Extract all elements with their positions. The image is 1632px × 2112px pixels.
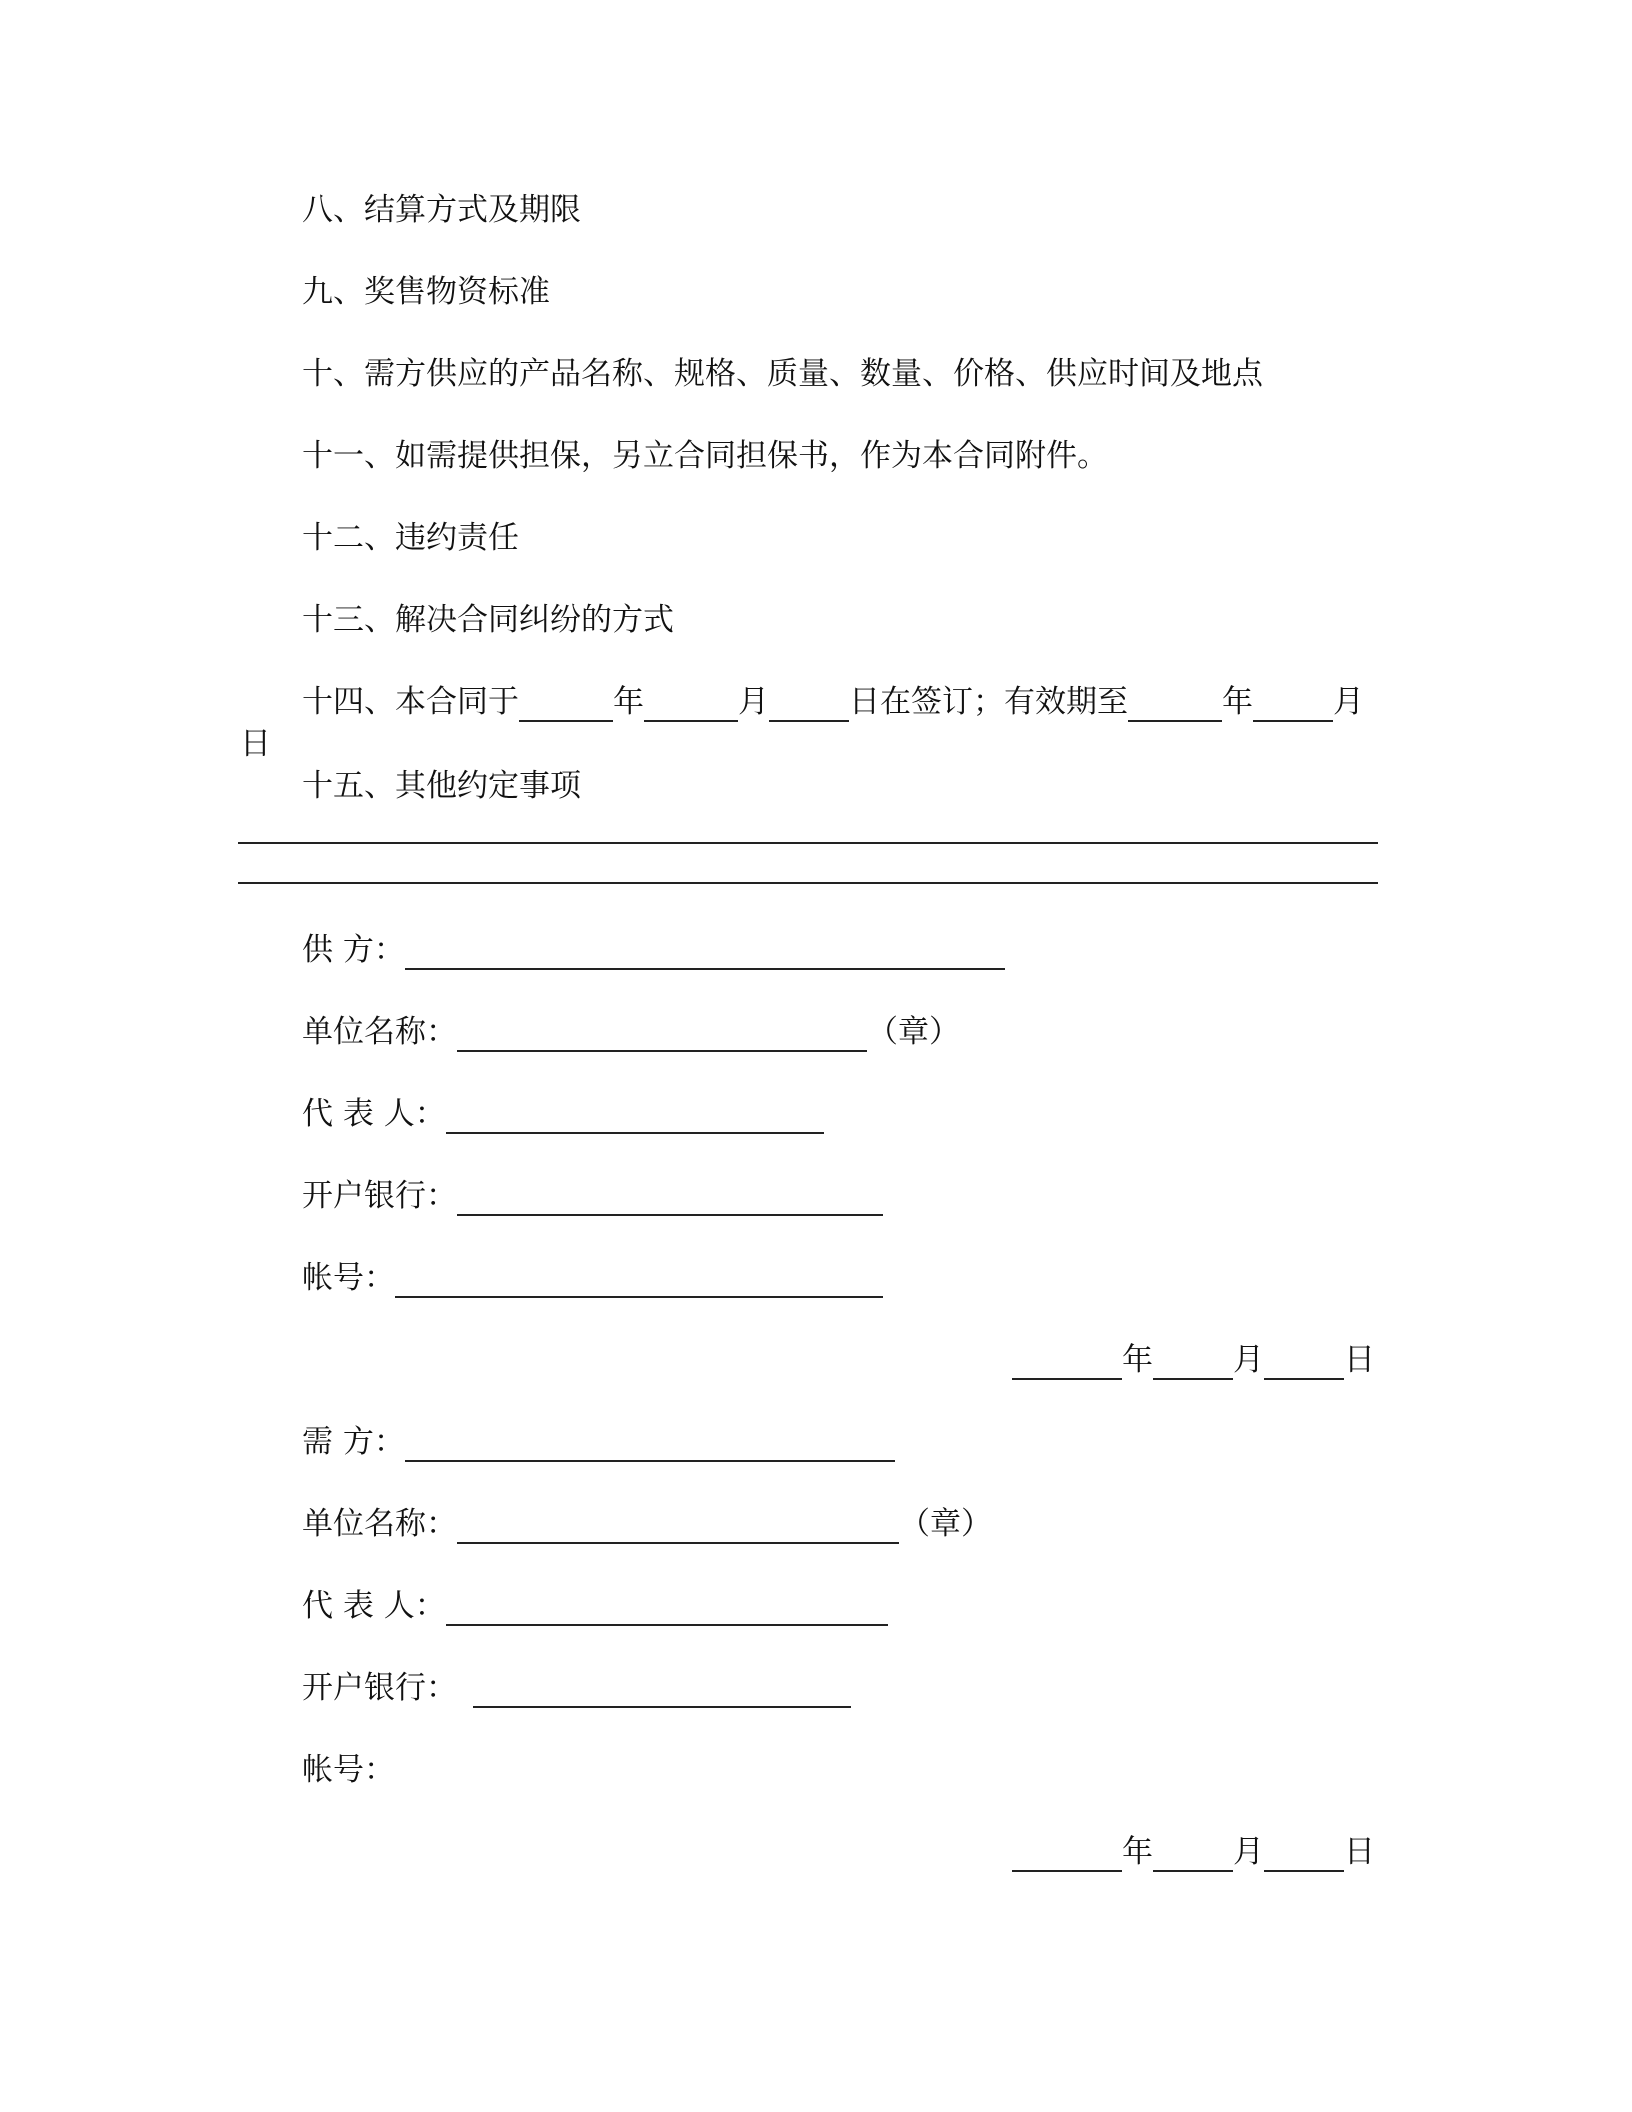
other-terms-line-2[interactable] xyxy=(238,882,1378,884)
buyer-date-row xyxy=(1012,1832,1375,1872)
supplier-date-year-blank[interactable] xyxy=(1012,1344,1122,1380)
valid-year-blank[interactable] xyxy=(1128,686,1222,722)
clause-13: 十三、解决合同纠纷的方式 xyxy=(302,602,674,638)
clause-9: 九、奖售物资标准 xyxy=(302,274,550,310)
buyer-date-year-blank[interactable] xyxy=(1012,1836,1122,1872)
supplier-party-label: 供 方： xyxy=(302,932,405,968)
clause-12: 十二、违约责任 xyxy=(302,520,519,556)
supplier-date-day: 日 xyxy=(1344,1342,1375,1378)
buyer-unit-blank[interactable] xyxy=(457,1508,899,1544)
supplier-party-row xyxy=(302,930,1005,970)
supplier-date-year: 年 xyxy=(1122,1342,1153,1378)
supplier-party-blank[interactable] xyxy=(405,934,1005,970)
clause-14-day: 日 xyxy=(240,726,271,762)
buyer-party-blank[interactable] xyxy=(405,1426,895,1462)
sign-day-text: 日在签订；有效期至 xyxy=(849,684,1128,720)
supplier-bank-label: 开户银行： xyxy=(302,1178,457,1214)
supplier-account-row xyxy=(302,1258,883,1298)
clause-8: 八、结算方式及期限 xyxy=(302,192,581,228)
sign-day-blank[interactable] xyxy=(769,686,849,722)
clause-10: 十、需方供应的产品名称、规格、质量、数量、价格、供应时间及地点 xyxy=(302,356,1263,392)
valid-year-label: 年 xyxy=(1222,684,1253,720)
supplier-date-row xyxy=(1012,1340,1375,1380)
other-terms-line-1[interactable] xyxy=(238,842,1378,844)
sign-month-blank[interactable] xyxy=(644,686,738,722)
buyer-party-label: 需 方： xyxy=(302,1424,405,1460)
clause-11: 十一、如需提供担保，另立合同担保书，作为本合同附件。 xyxy=(302,438,1108,474)
buyer-party-row xyxy=(302,1422,895,1462)
buyer-bank-blank[interactable] xyxy=(473,1672,851,1708)
buyer-date-month-blank[interactable] xyxy=(1153,1836,1233,1872)
supplier-bank-row xyxy=(302,1176,883,1216)
supplier-unit-blank[interactable] xyxy=(457,1016,867,1052)
buyer-date-day-blank[interactable] xyxy=(1264,1836,1344,1872)
sign-month-label: 月 xyxy=(738,684,769,720)
buyer-unit-row xyxy=(302,1504,992,1544)
supplier-rep-blank[interactable] xyxy=(446,1098,824,1134)
supplier-date-month-blank[interactable] xyxy=(1153,1344,1233,1380)
valid-month-blank[interactable] xyxy=(1253,686,1333,722)
buyer-date-day: 日 xyxy=(1344,1834,1375,1870)
buyer-account-label: 帐号： xyxy=(302,1752,395,1788)
buyer-rep-row xyxy=(302,1586,888,1626)
supplier-unit-row xyxy=(302,1012,960,1052)
buyer-rep-blank[interactable] xyxy=(446,1590,888,1626)
buyer-seal: （章） xyxy=(899,1506,992,1542)
buyer-date-year: 年 xyxy=(1122,1834,1153,1870)
buyer-bank-label: 开户银行： xyxy=(302,1670,457,1706)
supplier-date-day-blank[interactable] xyxy=(1264,1344,1344,1380)
supplier-unit-label: 单位名称： xyxy=(302,1014,457,1050)
supplier-rep-label: 代 表 人： xyxy=(302,1096,446,1132)
clause-15: 十五、其他约定事项 xyxy=(302,768,581,804)
buyer-unit-label: 单位名称： xyxy=(302,1506,457,1542)
supplier-seal: （章） xyxy=(867,1014,960,1050)
supplier-account-label: 帐号： xyxy=(302,1260,395,1296)
supplier-account-blank[interactable] xyxy=(395,1262,883,1298)
buyer-bank-row xyxy=(302,1668,851,1708)
buyer-date-month: 月 xyxy=(1233,1834,1264,1870)
buyer-rep-label: 代 表 人： xyxy=(302,1588,446,1624)
clause-14 xyxy=(302,682,1364,722)
sign-year-label: 年 xyxy=(613,684,644,720)
valid-month-label: 月 xyxy=(1333,684,1364,720)
supplier-date-month: 月 xyxy=(1233,1342,1264,1378)
supplier-bank-blank[interactable] xyxy=(457,1180,883,1216)
sign-year-blank[interactable] xyxy=(519,686,613,722)
buyer-account-row xyxy=(302,1750,395,1790)
supplier-rep-row xyxy=(302,1094,824,1134)
clause-14-prefix: 十四、本合同于 xyxy=(302,684,519,720)
